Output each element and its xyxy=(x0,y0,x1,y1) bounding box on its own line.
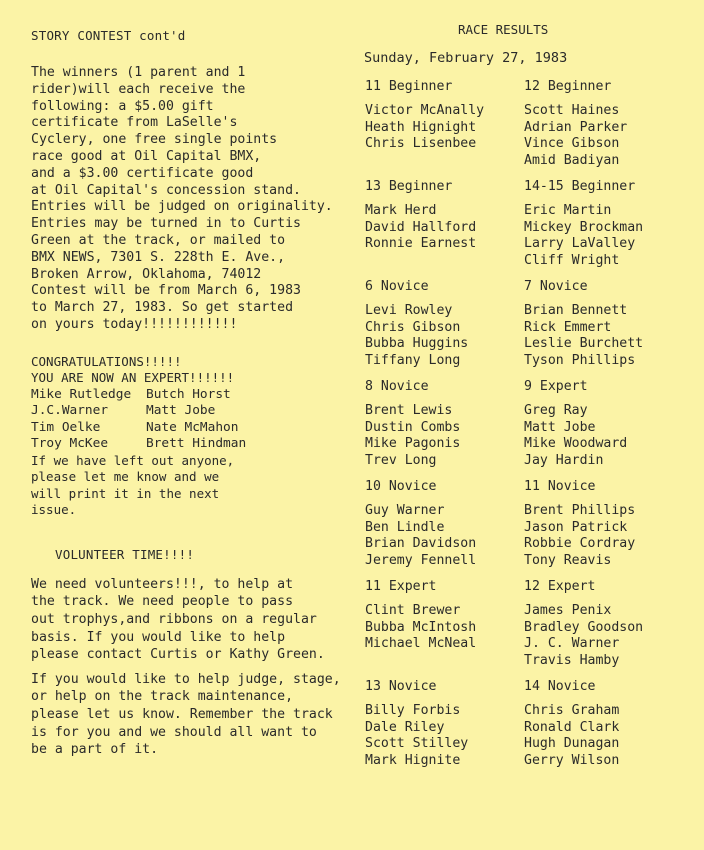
race-finisher-name: Eric Martin xyxy=(524,203,612,218)
expert-name: Nate McMahon xyxy=(146,419,239,435)
volunteer-line: out trophys,and ribbons on a regular xyxy=(31,611,317,627)
expert-name: Butch Horst xyxy=(146,386,231,402)
expert-note xyxy=(31,453,361,519)
expert-note-line: please let me know and we xyxy=(31,469,220,485)
story-line: The winners (1 parent and 1 xyxy=(31,65,246,80)
race-finisher-list xyxy=(524,603,694,669)
race-class-block xyxy=(365,678,535,769)
judge-line: please let us know. Remember the track xyxy=(31,706,333,722)
race-finisher-name: Rick Emmert xyxy=(524,319,612,335)
race-finisher-name: Ben Lindle xyxy=(365,519,445,535)
race-class-block xyxy=(524,78,694,169)
race-finisher-list xyxy=(365,203,535,253)
race-finisher-name: Gerry Wilson xyxy=(524,752,620,768)
race-finisher-list xyxy=(365,403,535,469)
race-finisher-name: Guy Warner xyxy=(365,503,445,518)
race-class-block xyxy=(365,478,535,569)
race-class-label: 7 Novice xyxy=(524,279,588,294)
story-line: Broken Arrow, Oklahoma, 74012 xyxy=(31,266,262,282)
story-line: and a $3.00 certificate good xyxy=(31,165,254,181)
race-finisher-name: Adrian Parker xyxy=(524,119,628,135)
volunteer-line: basis. If you would like to help xyxy=(31,629,286,645)
story-contest-text xyxy=(31,65,361,334)
race-finisher-name: Levi Rowley xyxy=(365,303,453,318)
story-line: Green at the track, or mailed to xyxy=(31,232,286,248)
race-finisher-list xyxy=(524,403,694,469)
expert-row xyxy=(31,420,361,437)
expert-note-line: If we have left out anyone, xyxy=(31,452,235,468)
race-finisher-name: Clint Brewer xyxy=(365,603,461,618)
race-class-block xyxy=(365,178,535,253)
judge-line: or help on the track maintenance, xyxy=(31,689,294,705)
judge-line: If you would like to help judge, stage, xyxy=(31,671,341,687)
race-finisher-name: David Hallford xyxy=(365,219,477,235)
expert-heading: YOU ARE NOW AN EXPERT!!!!!! xyxy=(31,370,235,386)
expert-name: Brett Hindman xyxy=(146,436,247,452)
expert-row xyxy=(31,403,361,420)
race-finisher-name: Mike Pagonis xyxy=(365,436,461,452)
race-finisher-name: Dale Riley xyxy=(365,719,445,735)
expert-row xyxy=(31,387,361,404)
race-finisher-name: Mike Woodward xyxy=(524,436,628,452)
expert-note-line: will print it in the next xyxy=(31,485,220,501)
story-line: on yours today!!!!!!!!!!!! xyxy=(31,316,238,332)
race-finisher-name: J. C. Warner xyxy=(524,636,620,652)
race-finisher-name: Amid Badiyan xyxy=(524,152,620,168)
race-class-label: 13 Novice xyxy=(365,679,437,694)
expert-name: Tim Oelke xyxy=(31,419,101,435)
race-class-label: 9 Expert xyxy=(524,379,588,394)
race-finisher-list xyxy=(524,303,694,369)
race-finisher-name: Cliff Wright xyxy=(524,252,620,268)
race-results-title: RACE RESULTS xyxy=(458,22,549,37)
race-finisher-list xyxy=(524,103,694,169)
expert-name: Mike Rutledge xyxy=(31,386,132,402)
story-line: at Oil Capital's concession stand. xyxy=(31,182,301,198)
race-class-label: 6 Novice xyxy=(365,279,429,294)
expert-names-list xyxy=(31,387,361,453)
race-finisher-name: Scott Stilley xyxy=(365,736,469,752)
congratulations-heading: CONGRATULATIONS!!!!! xyxy=(31,353,182,369)
race-finisher-name: Brent Lewis xyxy=(365,403,453,418)
race-finisher-name: Matt Jobe xyxy=(524,419,596,435)
volunteer-text xyxy=(31,576,361,664)
race-class-block xyxy=(365,578,535,653)
race-class-block xyxy=(524,478,694,569)
story-line: rider)will each receive the xyxy=(31,81,246,97)
race-finisher-name: Mickey Brockman xyxy=(524,219,644,235)
race-finisher-list xyxy=(365,703,535,769)
race-finisher-name: Ronald Clark xyxy=(524,719,620,735)
race-finisher-name: Vince Gibson xyxy=(524,136,620,152)
race-finisher-name: Travis Hamby xyxy=(524,652,620,668)
race-finisher-name: Brian Davidson xyxy=(365,536,477,552)
race-finisher-list xyxy=(524,203,694,269)
story-line: certificate from LaSelle's xyxy=(31,115,238,131)
race-class-label: 14 Novice xyxy=(524,679,596,694)
race-finisher-name: Heath Hignight xyxy=(365,119,477,135)
race-finisher-name: Tyson Phillips xyxy=(524,352,636,368)
race-finisher-name: Chris Gibson xyxy=(365,319,461,335)
race-finisher-name: Chris Lisenbee xyxy=(365,136,477,152)
race-finisher-name: Bubba Huggins xyxy=(365,336,469,352)
race-finisher-name: Hugh Dunagan xyxy=(524,736,620,752)
race-finisher-name: Billy Forbis xyxy=(365,703,461,718)
race-finisher-name: Mark Herd xyxy=(365,203,437,218)
expert-name: Matt Jobe xyxy=(146,403,216,419)
race-finisher-list xyxy=(524,503,694,569)
race-class-label: 11 Expert xyxy=(365,579,437,594)
race-finisher-list xyxy=(365,103,535,153)
race-finisher-name: Brian Bennett xyxy=(524,303,628,318)
race-finisher-name: Tiffany Long xyxy=(365,352,461,368)
race-class-label: 8 Novice xyxy=(365,379,429,394)
story-contest-heading: STORY CONTEST cont'd xyxy=(31,28,186,43)
race-date: Sunday, February 27, 1983 xyxy=(364,50,568,66)
race-class-block xyxy=(524,678,694,769)
race-finisher-name: Tony Reavis xyxy=(524,552,612,568)
judge-line: is for you and we should all want to xyxy=(31,724,317,740)
race-finisher-name: Robbie Cordray xyxy=(524,536,636,552)
race-finisher-name: Greg Ray xyxy=(524,403,588,418)
race-finisher-name: Leslie Burchett xyxy=(524,336,644,352)
race-finisher-list xyxy=(365,503,535,569)
race-class-block xyxy=(524,178,694,269)
race-class-label: 13 Beginner xyxy=(365,179,453,194)
story-line: Entries will be judged on originality. xyxy=(31,199,333,215)
race-class-block xyxy=(524,378,694,469)
story-line: Entries may be turned in to Curtis xyxy=(31,216,301,232)
volunteer-line: We need volunteers!!!, to help at xyxy=(31,576,294,592)
race-finisher-list xyxy=(365,603,535,653)
expert-name: J.C.Warner xyxy=(31,403,109,419)
story-line: Contest will be from March 6, 1983 xyxy=(31,283,301,299)
race-class-block xyxy=(524,278,694,369)
story-line: Cyclery, one free single points xyxy=(31,132,278,148)
race-finisher-name: Ronnie Earnest xyxy=(365,236,477,252)
race-finisher-list xyxy=(365,303,535,369)
expert-note-line: issue. xyxy=(31,502,77,518)
race-class-label: 11 Beginner xyxy=(365,79,453,94)
race-class-label: 12 Beginner xyxy=(524,79,612,94)
left-column xyxy=(31,28,361,759)
race-finisher-name: Jeremy Fennell xyxy=(365,552,477,568)
race-class-block xyxy=(365,78,535,153)
story-line: following: a $5.00 gift xyxy=(31,98,214,114)
story-line: BMX NEWS, 7301 S. 228th E. Ave., xyxy=(31,249,286,265)
judge-line: be a part of it. xyxy=(31,742,159,758)
volunteer-line: the track. We need people to pass xyxy=(31,594,294,610)
volunteer-heading: VOLUNTEER TIME!!!! xyxy=(55,546,195,562)
race-finisher-name: James Penix xyxy=(524,603,612,618)
race-finisher-name: Victor McAnally xyxy=(365,103,485,118)
race-finisher-name: Jason Patrick xyxy=(524,519,628,535)
race-finisher-name: Larry LaValley xyxy=(524,236,636,252)
race-finisher-name: Bubba McIntosh xyxy=(365,619,477,635)
race-class-label: 11 Novice xyxy=(524,479,596,494)
race-finisher-name: Dustin Combs xyxy=(365,419,461,435)
race-class-block xyxy=(524,578,694,669)
race-finisher-name: Bradley Goodson xyxy=(524,619,644,635)
story-line: to March 27, 1983. So get started xyxy=(31,300,294,316)
race-class-label: 10 Novice xyxy=(365,479,437,494)
story-line: race good at Oil Capital BMX, xyxy=(31,148,262,164)
race-finisher-name: Jay Hardin xyxy=(524,452,604,468)
race-finisher-name: Trev Long xyxy=(365,452,437,468)
race-class-block xyxy=(365,378,535,469)
race-finisher-name: Scott Haines xyxy=(524,103,620,118)
volunteer-line: please contact Curtis or Kathy Green. xyxy=(31,647,325,663)
race-finisher-name: Brent Phillips xyxy=(524,503,636,518)
race-class-block xyxy=(365,278,535,369)
race-finisher-name: Michael McNeal xyxy=(365,636,477,652)
race-finisher-name: Mark Hignite xyxy=(365,752,461,768)
expert-row xyxy=(31,436,361,453)
race-finisher-name: Chris Graham xyxy=(524,703,620,718)
race-finisher-list xyxy=(524,703,694,769)
race-class-label: 14-15 Beginner xyxy=(524,179,636,194)
race-class-label: 12 Expert xyxy=(524,579,596,594)
judge-text xyxy=(31,671,361,759)
expert-name: Troy McKee xyxy=(31,436,109,452)
